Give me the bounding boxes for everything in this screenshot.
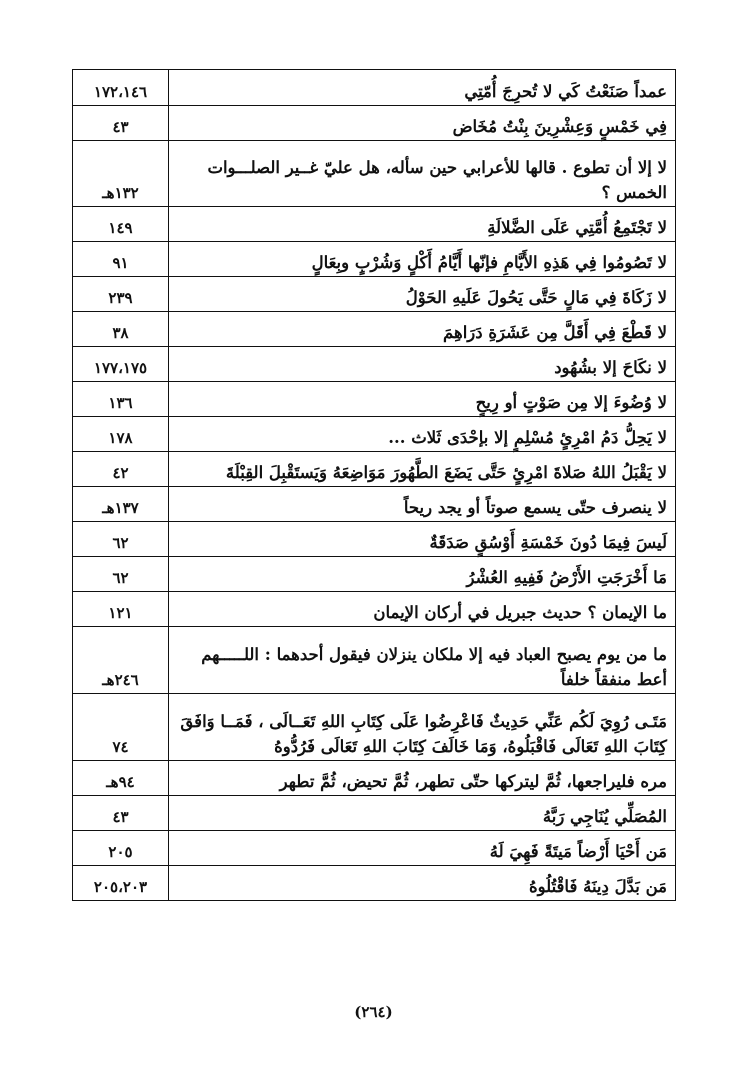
hadith-text: مَا أَخْرَجَتِ الأَرْضُ فَفِيهِ العُشْرُ xyxy=(169,557,676,592)
hadith-text: ما الإيمان ؟ حديث جبريل في أركان الإيمان xyxy=(169,592,676,627)
page-reference: ٢٠٥،٢٠٣ xyxy=(73,866,169,901)
hadith-text: لا وُضُوءَ إلا مِن صَوْتٍ أو رِيحٍ xyxy=(169,382,676,417)
hadith-text: مَن أَحْيَا أَرْضاً مَيتَةً فَهِيَ لَهُ xyxy=(169,831,676,866)
hadith-text: لا تَصُومُوا فِي هَذِهِ الأَيَّامِ فإنّها أَيَّامُ أَكْلٍ وَشُرْبٍ وبِعَالٍ xyxy=(169,242,676,277)
hadith-text: ما من يوم يصبح العباد فيه إلا ملكان ينزلان فيقول أحدهما : اللـــــهم أعط منفقاً خلفاً xyxy=(169,627,676,694)
table-row xyxy=(73,831,676,866)
page-reference: ٤٣ xyxy=(73,106,169,141)
table-row xyxy=(73,417,676,452)
table-row xyxy=(73,382,676,417)
table-row xyxy=(73,796,676,831)
page-reference: ١٧٨ xyxy=(73,417,169,452)
table-row xyxy=(73,70,676,106)
table-row xyxy=(73,106,676,141)
page-number: (٢٦٤) xyxy=(354,1003,393,1021)
hadith-text: لا تَجْتَمِعُ أُمَّتِي عَلَى الضَّلالَةِ xyxy=(169,207,676,242)
page-reference: ١٧٢،١٤٦ xyxy=(73,70,169,106)
page-reference: ١٣٦ xyxy=(73,382,169,417)
table-row xyxy=(73,347,676,382)
table-row xyxy=(73,557,676,592)
page-reference: ١٢١ xyxy=(73,592,169,627)
table-row xyxy=(73,487,676,522)
page-reference: ٣٨ xyxy=(73,312,169,347)
page-reference: ٩١ xyxy=(73,242,169,277)
hadith-text: المُصَلِّي يُنَاجِي رَبَّهُ xyxy=(169,796,676,831)
table-row xyxy=(73,592,676,627)
hadith-text: فِي خَمْسٍ وَعِشْرِينَ بِنْتُ مُخَاض xyxy=(169,106,676,141)
page-reference: ٦٢ xyxy=(73,557,169,592)
table-row xyxy=(73,452,676,487)
hadith-text: لا إلا أن تطوع . قالها للأعرابي حين سأله، هل عليّ غــير الصلـــوات الخمس ؟ xyxy=(169,141,676,207)
hadith-text: لا نكَاحَ إلا بشُهُود xyxy=(169,347,676,382)
hadith-text: لا قَطْعَ فِي أَقَلَّ مِن عَشَرَةِ دَرَاهِمَ xyxy=(169,312,676,347)
table-row xyxy=(73,627,676,694)
page-reference: ٦٢ xyxy=(73,522,169,557)
page-reference: ٧٤ xyxy=(73,694,169,761)
hadith-text: لا زَكَاةَ فِي مَالٍ حَتَّى يَحُولَ عَلَيهِ الحَوْلُ xyxy=(169,277,676,312)
page-reference: ١٧٧،١٧٥ xyxy=(73,347,169,382)
page-reference: ٢٣٩ xyxy=(73,277,169,312)
table-row xyxy=(73,694,676,761)
page-reference: ١٣٧هـ xyxy=(73,487,169,522)
table-row xyxy=(73,277,676,312)
table-row xyxy=(73,866,676,901)
table-row xyxy=(73,761,676,796)
table-row xyxy=(73,312,676,347)
page-reference: ٤٢ xyxy=(73,452,169,487)
hadith-text: مَتَـى رُوِيَ لَكُم عَنِّي حَدِيثٌ فَاعْرِضُوا عَلَى كِتَابِ اللهِ تَعَــالَى ، فَمَــا وَافَقَ كِتَابَ اللهِ تَعَالَى فَاقْبَلُوهُ، وَمَا خَالَفَ كِتَابَ اللهِ تَعَالَى فَرُدُّوهُ xyxy=(169,694,676,761)
table-row xyxy=(73,242,676,277)
page-reference: ٢٠٥ xyxy=(73,831,169,866)
page-reference: ٩٤هـ xyxy=(73,761,169,796)
table-row xyxy=(73,141,676,207)
page-reference: ١٣٢هـ xyxy=(73,141,169,207)
hadith-index-table xyxy=(72,69,676,901)
page-reference: ٤٣ xyxy=(73,796,169,831)
hadith-text: لا يَقْبَلُ اللهُ صَلاةَ امْرِئٍ حَتَّى يَضَعَ الطَّهُورَ مَوَاضِعَهُ وَيَستَقْبِلَ القِبْلَةَ xyxy=(169,452,676,487)
page-reference: ٢٤٦هـ xyxy=(73,627,169,694)
hadith-text: لا ينصرف حتّى يسمع صوتاً أو يجد ريحاً xyxy=(169,487,676,522)
table-row xyxy=(73,207,676,242)
hadith-text: لَيسَ فِيمَا دُونَ خَمْسَةِ أَوْسُقٍ صَدَقَةٌ xyxy=(169,522,676,557)
table-row xyxy=(73,522,676,557)
page-reference: ١٤٩ xyxy=(73,207,169,242)
hadith-text: عمداً صَنَعْتُ كَي لا تُحرِجَ أُمّتِي xyxy=(169,70,676,106)
hadith-text: لا يَحِلُّ دَمُ امْرِئٍ مُسْلِمٍ إلا بإحْدَى ثَلاث ... xyxy=(169,417,676,452)
hadith-text: مره فليراجعها، ثُمَّ ليتركها حتّى تطهر، ثُمَّ تحيض، ثُمَّ تطهر xyxy=(169,761,676,796)
hadith-text: مَن بَدَّلَ دِينَهُ فَاقْتُلُوهُ xyxy=(169,866,676,901)
